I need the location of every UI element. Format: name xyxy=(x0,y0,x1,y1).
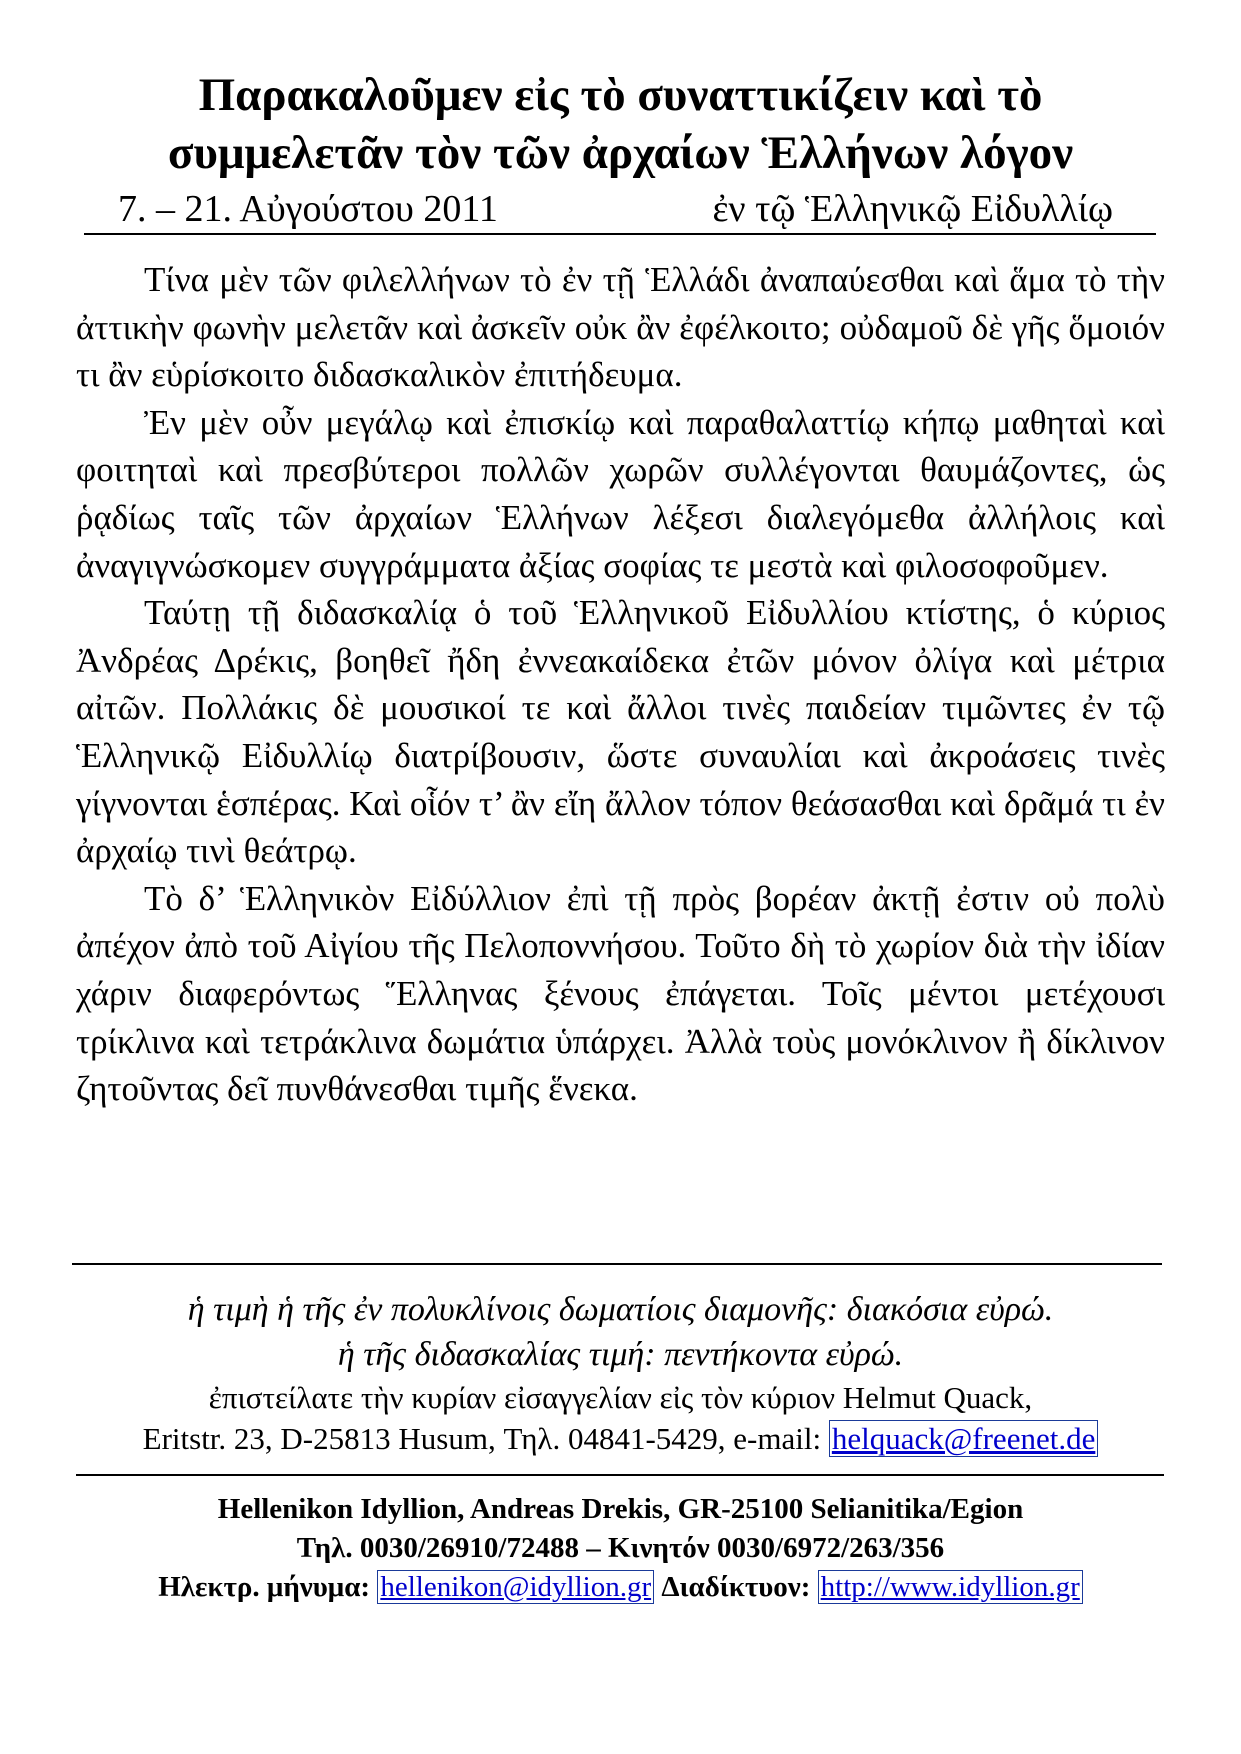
event-dates: 7. – 21. Αὐγούστου 2011 xyxy=(118,188,498,230)
phone-line: Τηλ. 0030/26910/72488 – Κινητόν 0030/6972/263/356 xyxy=(296,1532,945,1564)
pricing-divider xyxy=(72,1263,1162,1265)
event-info xyxy=(76,186,1165,232)
event-place: ἐν τῷ Ἑλληνικῷ Εἰδυλλίῳ xyxy=(712,188,1113,230)
header-divider xyxy=(84,233,1156,235)
website-link[interactable]: http://www.idyllion.gr xyxy=(818,1570,1083,1604)
organization-line: Hellenikon Idyllion, Andreas Drekis, GR-25100 Selianitika/Egion xyxy=(217,1493,1024,1525)
email-label: Ηλεκτρ. μήνυμα: xyxy=(158,1571,371,1603)
address-text: Eritstr. 23, D-25813 Husum, Τηλ. 04841-5429, e-mail: xyxy=(142,1421,829,1456)
organization-email-link[interactable]: hellenikon@idyllion.gr xyxy=(377,1570,654,1604)
paragraph: Τίνα μὲν τῶν φιλελλήνων τὸ ἐν τῇ Ἑλλάδι ἀναπαύεσθαι καὶ ἅμα τὸ τὴν ἀττικὴν φωνὴν μελετᾶν καὶ ἀσκεῖν οὐκ ἂν ἐφέλκοιτο; οὐδαμοῦ δὲ γῆς ὅμοιόν τι ἂν εὑρίσκοιτο διδασκαλικὸν ἐπιτήδευμα. xyxy=(76,260,1165,395)
course-price: ἡ τῆς διδασκαλίας τιμή: πεντήκοντα εὐρώ. xyxy=(337,1336,904,1373)
footer-divider xyxy=(76,1474,1164,1476)
title-line-2: συμμελετᾶν τὸν τῶν ἀρχαίων Ἑλλήνων λόγον xyxy=(167,127,1074,179)
paragraph: Ταύτῃ τῇ διδασκαλίᾳ ὁ τοῦ Ἑλληνικοῦ Εἰδυλλίου κτίστης, ὁ κύριος Ἀνδρέας Δρέκις, βοηθεῖ ἤδη ἐννεακαίδεκα ἐτῶν μόνον ὀλίγα καὶ μέτρια αἰτῶν. Πολλάκις δὲ μουσικοί τε καὶ ἄλλοι τινὲς παιδείαν τιμῶντες ἐν τῷ Ἑλληνικῷ Εἰδυλλίῳ διατρίβουσιν, ὥστε συναυλίαι καὶ ἀκροάσεις τινὲς γίγνονται ἑσπέρας. Καὶ οἷόν τ’ ἂν εἴη ἄλλον τόπον θεάσασθαι καὶ δρᾶμά τι ἐν ἀρχαίῳ τινὶ θεάτρῳ. xyxy=(76,593,1165,871)
registration-line: ἐπιστείλατε τὴν κυρίαν εἰσαγγελίαν εἰς τὸν κύριον Helmut Quack, xyxy=(208,1380,1033,1415)
title-line-1: Παρακαλοῦμεν εἰς τὸ συναττικίζειν καὶ τὸ xyxy=(198,69,1043,121)
paragraph: Ἐν μὲν οὖν μεγάλῳ καὶ ἐπισκίῳ καὶ παραθαλαττίῳ κήπῳ μαθηταὶ καὶ φοιτηταὶ καὶ πρεσβύτεροι πολλῶν χωρῶν συλλέγονται θαυμάζοντες, ὡς ῥᾳδίως ταῖς τῶν ἀρχαίων Ἑλλήνων λέξεσι διαλεγόμεθα ἀλλήλοις καὶ ἀναγιγνώσκομεν συγγράμματα ἀξίας σοφίας τε μεστὰ καὶ φιλοσοφοῦμεν. xyxy=(76,402,1165,585)
contact-email-link[interactable]: helquack@freenet.de xyxy=(829,1420,1099,1457)
accommodation-price: ἡ τιμὴ ἡ τῆς ἐν πολυκλίνοις δωματίοις διαμονῆς: διακόσια εὐρώ. xyxy=(187,1291,1054,1328)
web-contact-line xyxy=(76,1568,1165,1606)
paragraph: Τὸ δ’ Ἑλληνικὸν Εἰδύλλιον ἐπὶ τῇ πρὸς βορέαν ἀκτῇ ἐστιν οὐ πολὺ ἀπέχον ἀπὸ τοῦ Αἰγίου τῆς Πελοποννήσου. Τοῦτο δὴ τὸ χωρίον διὰ τὴν ἰδίαν χάριν διαφερόντως Ἕλληνας ξένους ἐπάγεται. Τοῖς μέντοι μετέχουσι τρίκλινα καὶ τετράκλινα δωμάτια ὑπάρχει. Ἀλλὰ τοὺς μονόκλινον ἢ δίκλινον ζητοῦντας δεῖ πυνθάνεσθαι τιμῆς ἕνεκα. xyxy=(76,878,1165,1109)
address-line xyxy=(76,1419,1165,1459)
web-label: Διαδίκτυον: xyxy=(661,1571,811,1603)
body-text xyxy=(76,256,1165,1113)
